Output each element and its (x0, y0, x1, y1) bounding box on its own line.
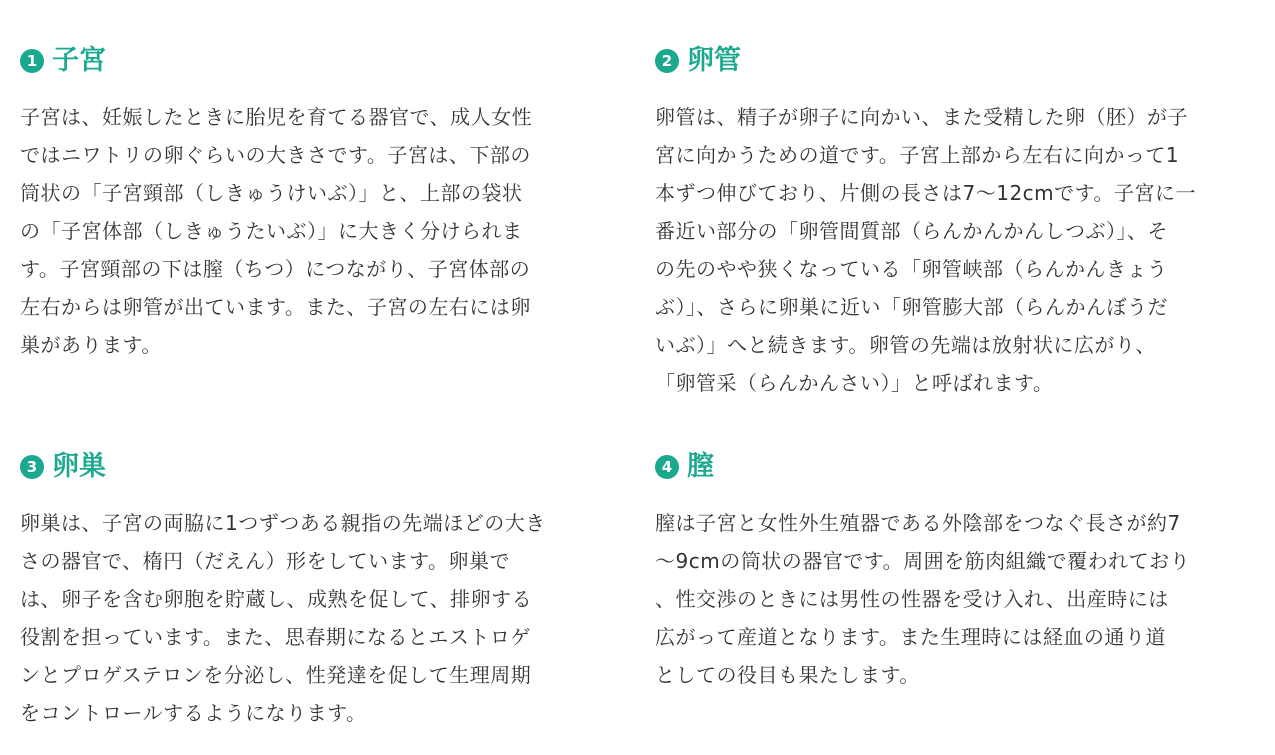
section-heading (655, 448, 1255, 486)
body-line: 卵管は、精子が卵子に向かい、また受精した卵（胚）が子 (655, 105, 1188, 129)
body-line: 〜9cmの筒状の器官です。周囲を筋肉組織で覆われており (655, 549, 1191, 573)
section-body (655, 504, 1255, 694)
body-line: ぶ）」、さらに卵巣に近い「卵管膨大部（らんかんぼうだ (655, 295, 1168, 319)
section-title: 膣 (687, 451, 714, 482)
section-number-badge: 4 (655, 455, 679, 479)
section-heading (20, 448, 620, 486)
section-fallopian-tube (655, 42, 1255, 402)
body-line: いぶ）」へと続きます。卵管の先端は放射状に広がり、 (655, 333, 1156, 357)
body-line: 子宮は、妊娠したときに胎児を育てる器官で、成人女性 (20, 105, 533, 129)
section-number-badge: 2 (655, 49, 679, 73)
body-line: 宮に向かうための道です。子宮上部から左右に向かって1 (655, 143, 1180, 167)
body-line: 筒状の「子宮頸部（しきゅうけいぶ）」と、上部の袋状 (20, 181, 523, 205)
body-line: 膣は子宮と女性外生殖器である外陰部をつなぐ長さが約7 (655, 511, 1181, 535)
section-heading (655, 42, 1255, 80)
section-heading (20, 42, 620, 80)
body-line: す。子宮頸部の下は膣（ちつ）につながり、子宮体部の (20, 257, 531, 281)
body-line: 「卵管采（らんかんさい）」と呼ばれます。 (655, 371, 1054, 395)
body-line: をコントロールするようになります。 (20, 701, 367, 725)
section-uterus (20, 42, 620, 364)
body-line: 卵巣は、子宮の両脇に1つずつある親指の先端ほどの大き (20, 511, 546, 535)
body-line: は、卵子を含む卵胞を貯蔵し、成熟を促して、排卵する (20, 587, 533, 611)
body-line: 役割を担っています。また、思春期になるとエストロゲ (20, 625, 531, 649)
section-title: 子宮 (52, 45, 106, 76)
section-title: 卵巣 (52, 451, 106, 482)
body-line: ンとプロゲステロンを分泌し、性発達を促して生理周期 (20, 663, 532, 687)
body-line: 本ずつ伸びており、片側の長さは7〜12cmです。子宮に一 (655, 181, 1197, 205)
section-vagina (655, 448, 1255, 694)
body-line: さの器官で、楕円（だえん）形をしています。卵巣で (20, 549, 510, 573)
section-title: 卵管 (687, 45, 741, 76)
body-line: の「子宮体部（しきゅうたいぶ）」に大きく分けられま (20, 219, 523, 243)
body-line: ではニワトリの卵ぐらいの大きさです。子宮は、下部の (20, 143, 531, 167)
body-line: 広がって産道となります。また生理時には経血の通り道 (655, 625, 1166, 649)
section-number-badge: 3 (20, 455, 44, 479)
section-body (20, 504, 620, 732)
section-body (20, 98, 620, 364)
body-line: としての役目も果たします。 (655, 663, 920, 687)
section-number-badge: 1 (20, 49, 44, 73)
section-ovary (20, 448, 620, 732)
body-line: 左右からは卵管が出ています。また、子宮の左右には卵 (20, 295, 531, 319)
body-line: 巣があります。 (20, 333, 162, 357)
body-line: 番近い部分の「卵管間質部（らんかんかんしつぶ）」、そ (655, 219, 1168, 243)
body-line: の先のやや狭くなっている「卵管峡部（らんかんきょう (655, 257, 1168, 281)
section-body (655, 98, 1255, 402)
body-line: 、性交渉のときには男性の性器を受け入れ、出産時には (655, 587, 1169, 611)
